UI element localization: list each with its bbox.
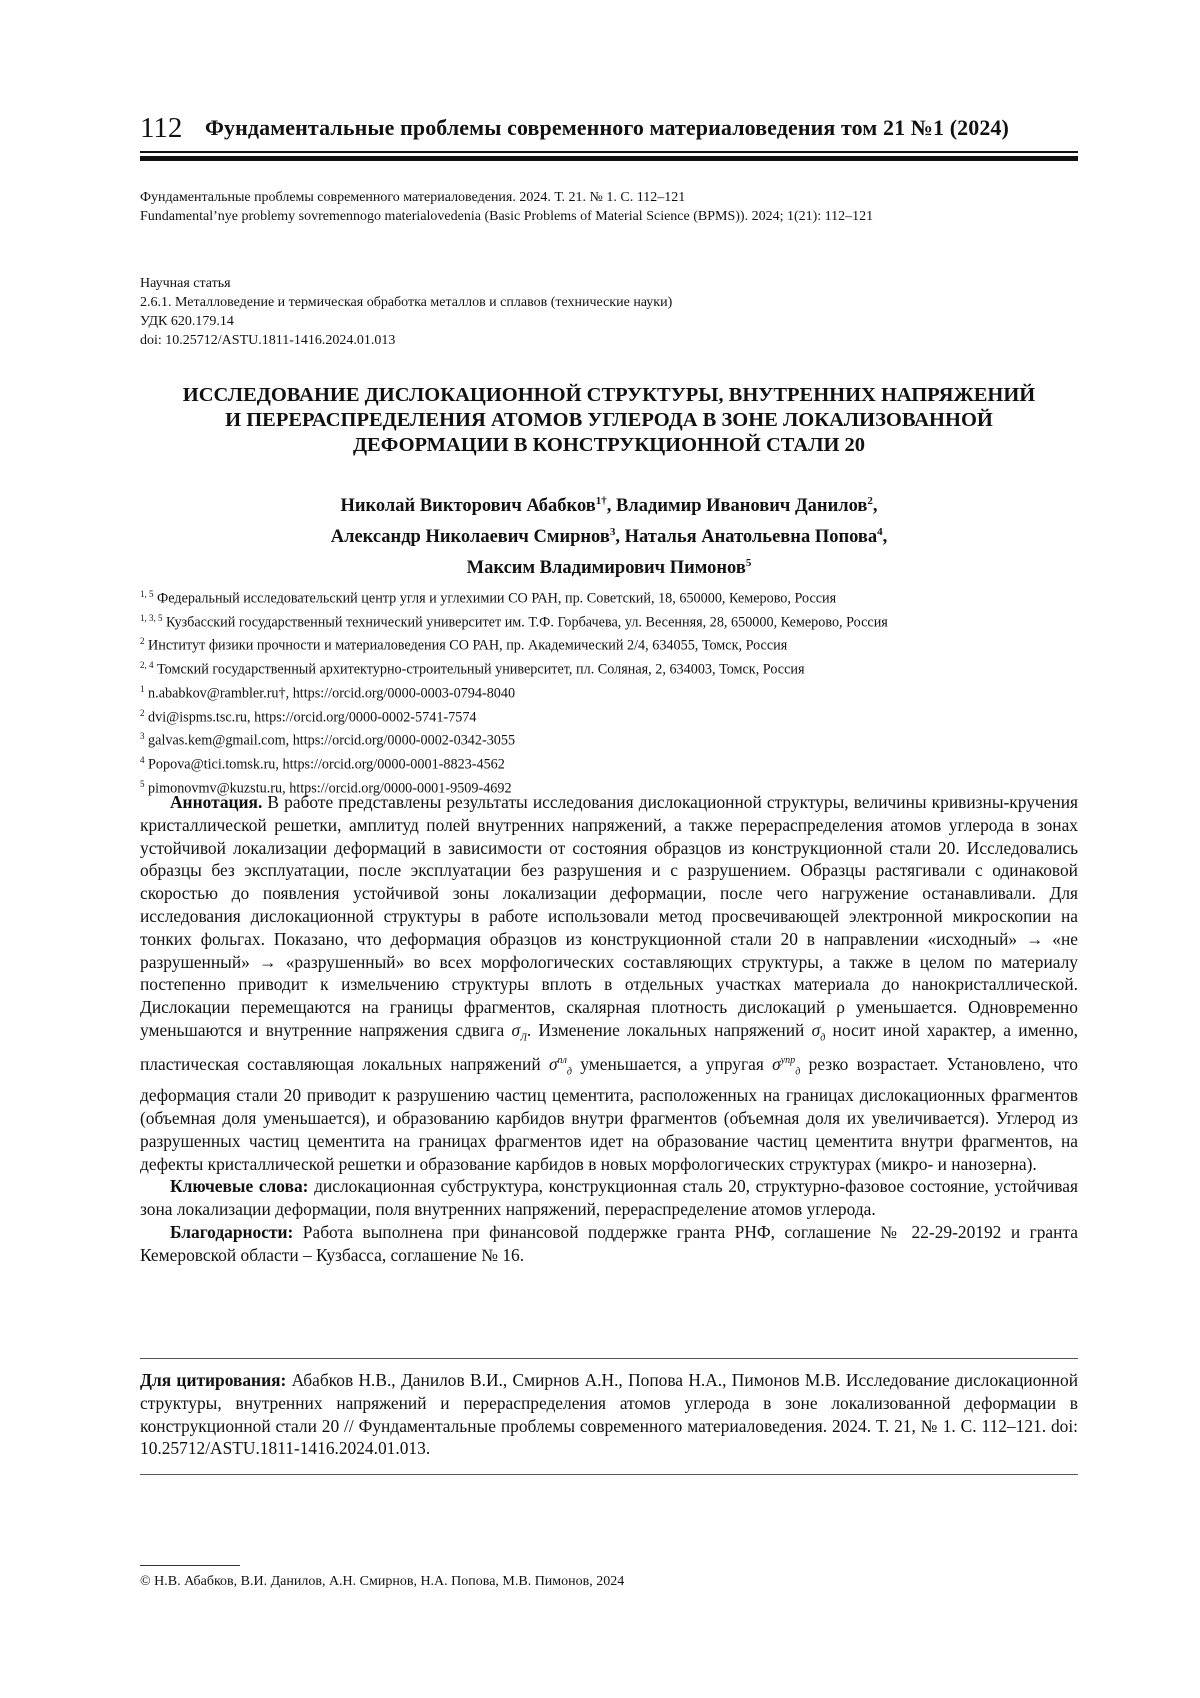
header-rule-thin — [140, 151, 1078, 153]
email-orcid[interactable]: Popova@tici.tomsk.ru, https://orcid.org/0000-0001-8823-4562 — [144, 756, 505, 773]
email-sup: 5 — [140, 778, 145, 789]
abstract-label: Аннотация. — [170, 792, 263, 812]
abstract-text: . Изменение локальных напряжений — [526, 1019, 812, 1040]
affiliation-text: Кузбасский государственный технический университет им. Т.Ф. Горбачева, ул. Весенняя, 28, 650000, Кемерово, Россия — [162, 614, 888, 631]
citation-separator-bottom — [140, 1474, 1078, 1475]
email-sup: 4 — [140, 755, 145, 766]
citation-block — [140, 1369, 1078, 1460]
email-sup: 2 — [140, 707, 145, 718]
title-line: ИССЛЕДОВАНИЕ ДИСЛОКАЦИОННОЙ СТРУКТУРЫ, ВНУТРЕННИХ НАПРЯЖЕНИЙ — [182, 384, 1036, 406]
footnote-rule — [140, 1565, 240, 1566]
email-sup: 3 — [140, 731, 145, 742]
affiliation-sup: 2, 4 — [140, 660, 154, 671]
abstract-text: уменьшается, а упругая — [571, 1054, 773, 1075]
acknowledgements-label: Благодарности: — [170, 1222, 294, 1243]
email-line — [140, 680, 888, 704]
page-number: 112 — [140, 112, 183, 144]
sigma-pl-symbol: $\sigma^{пл}_д$ — [548, 1054, 572, 1078]
email-line — [140, 727, 888, 751]
source-line-en: Fundamental’nye problemy sovremennogo materialovedenia (Basic Problems of Material Science (BPMS)). 2024; 1(21): 112–121 — [140, 209, 874, 224]
source-info — [140, 188, 873, 226]
email-orcid[interactable]: n.ababkov@rambler.ru†, https://orcid.org/0000-0003-0794-8040 — [144, 685, 516, 702]
keywords-paragraph — [140, 1175, 1078, 1221]
affiliation-line — [140, 585, 888, 609]
author-name: Александр Николаевич Смирнов — [330, 527, 610, 548]
author-sup: 5 — [745, 557, 752, 570]
affiliation-text: Томский государственный архитектурно-строительный университет, пл. Соляная, 2, 634003, Томск, Россия — [153, 661, 805, 678]
author-sup: 2 — [867, 495, 873, 507]
affiliations — [140, 585, 888, 799]
article-meta — [140, 274, 672, 350]
keywords-text: дислокационная субструктура, конструкционная сталь 20, структурно-фазовое состояние, устойчивая зона локализации деформации, поля внутренних напряжений, перераспределение атомов углерода. — [140, 1176, 1079, 1220]
email-sup: 1 — [140, 683, 145, 694]
email-orcid[interactable]: dvi@ispms.tsc.ru, https://orcid.org/0000-0002-5741-7574 — [144, 709, 477, 726]
email-line — [140, 704, 888, 728]
speciality-code: 2.6.1. Металловедение и термическая обработка металлов и сплавов (технические науки) — [140, 295, 673, 310]
title-line: И ПЕРЕРАСПРЕДЕЛЕНИЯ АТОМОВ УГЛЕРОДА В ЗОНЕ ЛОКАЛИЗОВАННОЙ — [225, 409, 993, 431]
abstract-paragraph — [140, 791, 1078, 1175]
email-line — [140, 751, 888, 775]
citation-separator-top — [140, 1358, 1078, 1359]
affiliation-line — [140, 656, 888, 680]
acknowledgements-text: Работа выполнена при финансовой поддержке гранта РНФ, соглашение № 22-29-20192 и гранта Кемеровской области – Кузбасса, соглашение № 16. — [140, 1222, 1078, 1265]
affiliation-line — [140, 609, 888, 633]
affiliation-sup: 1, 3, 5 — [140, 612, 163, 623]
journal-running-title: Фундаментальные проблемы современного материаловедения том 21 №1 (2024) — [205, 115, 1009, 140]
author-sup: 1† — [595, 495, 607, 507]
citation-label: Для цитирования: — [140, 1370, 287, 1390]
author-name: Николай Викторович Абабков — [340, 496, 596, 517]
header-rule-thick — [140, 156, 1078, 161]
author-sup: 4 — [877, 526, 883, 539]
sigma-l-symbol: $\sigma_Л$ — [511, 1019, 527, 1044]
author-sup: 3 — [609, 526, 616, 539]
email-orcid[interactable]: pimonovmv@kuzstu.ru, https://orcid.org/0000-0001-9509-4692 — [144, 780, 512, 797]
abstract-block — [140, 791, 1078, 1267]
acknowledgements-paragraph — [140, 1221, 1078, 1267]
copyright-notice: © Н.В. Абабков, В.И. Данилов, А.Н. Смирнов, Н.А. Попова, М.В. Пимонов, 2024 — [140, 1574, 625, 1589]
source-line-ru: Фундаментальные проблемы современного материаловедения. 2024. Т. 21. № 1. С. 112–121 — [140, 190, 686, 205]
abstract-text: резко возрастает. Установлено, что деформация стали 20 приводит к разрушению частиц цементита, расположенных на границах дислокационных фрагментов (объемная доля уменьшается), и образованию карбидов внутри фрагментов (объемная доля их увеличивается). Углерод из разрушенных частиц цементита на границах фрагментов идет на образование частиц цементита внутри фрагментов, на дефекты кристаллической решетки и образование карбидов в новых морфологических структурах (микро- и нанозерна). — [140, 1054, 1078, 1174]
affiliation-sup: 1, 5 — [140, 589, 154, 599]
affiliation-sup: 2 — [140, 636, 145, 647]
citation-text: Абабков Н.В., Данилов В.И., Смирнов А.Н., Попова Н.А., Пимонов М.В. Исследование дислокационной структуры, внутренних напряжений и перераспределения атомов углерода в зоне локализованной деформации в конструкционной стали 20 // Фундаментальные проблемы современного материаловедения. 2024. Т. 21, № 1. С. 112–121. doi: 10.25712/ASTU.1811-1416.2024.01.013. — [140, 1370, 1079, 1459]
abstract-text: В работе представлены результаты исследования дислокационной структуры, величины кривизны-кручения кристаллической решетки, амплитуд полей внутренних напряжений, а также перераспределения атомов углерода в зонах устойчивой локализации деформаций в зависимости от состояния образцов из конструкционной стали 20. Исследовались образцы без эксплуатации, после эксплуатации без разрушения и с разрушением. Образцы растягивали с одинаковой скоростью до появления устойчивой зоны локализации деформации, после чего нагружение останавливали. Для исследования дислокационной структуры в работе использовали метод просвечивающей электронной микроскопии на тонких фольгах. Показано, что деформация образцов из конструкционной стали 20 в направлении «исходный» → «не разрушенный» → «разрушенный» во всех морфологических составляющих структуры, а также в целом по материалу постепенно приводит к измельчению структуры вплоть в отдельных участках материала до нанокристаллической. Дислокации перемещаются на границы фрагментов, скалярная плотность дислокаций ρ уменьшается. Одновременно уменьшаются и внутренние напряжения сдвига — [140, 792, 1078, 1040]
article-type: Научная статья — [140, 276, 231, 291]
author-name: Наталья Анатольевна Попова — [624, 527, 878, 548]
sigma-d-symbol: $\sigma_д$ — [811, 1019, 826, 1044]
author-name: Владимир Иванович Данилов — [616, 496, 868, 517]
author-list: Николай Викторович Абабков$^{1\dagger}$, Владимир Иванович Данилов$^2$, Александр Николаевич Смирнов$^3$, Наталья Анатольевна Попова$^4$, Максим Владимирович Пимонов$^5$ — [330, 495, 888, 579]
affiliation-text: Институт физики прочности и материаловедения СО РАН, пр. Академический 2/4, 634055, Томск, Россия — [144, 638, 788, 655]
affiliation-line — [140, 632, 888, 656]
author-name: Максим Владимирович Пимонов — [466, 558, 746, 579]
title-line: ДЕФОРМАЦИИ В КОНСТРУКЦИОННОЙ СТАЛИ 20 — [352, 434, 866, 456]
sigma-upr-symbol: $\sigma^{упр}_д$ — [772, 1054, 801, 1078]
email-orcid[interactable]: galvas.kem@gmail.com, https://orcid.org/0000-0002-0342-3055 — [144, 733, 516, 750]
doi: doi: 10.25712/ASTU.1811-1416.2024.01.013 — [140, 333, 396, 348]
abstract-text: носит иной характер, а именно, пластическая составляющая локальных напряжений — [140, 1019, 1078, 1075]
article-title — [140, 383, 1078, 458]
affiliation-text: Федеральный исследовательский центр угля и углехимии СО РАН, пр. Советский, 18, 650000, Кемерово, Россия — [153, 590, 837, 607]
keywords-label: Ключевые слова: — [170, 1176, 309, 1197]
udc-code: УДК 620.179.14 — [140, 314, 234, 329]
